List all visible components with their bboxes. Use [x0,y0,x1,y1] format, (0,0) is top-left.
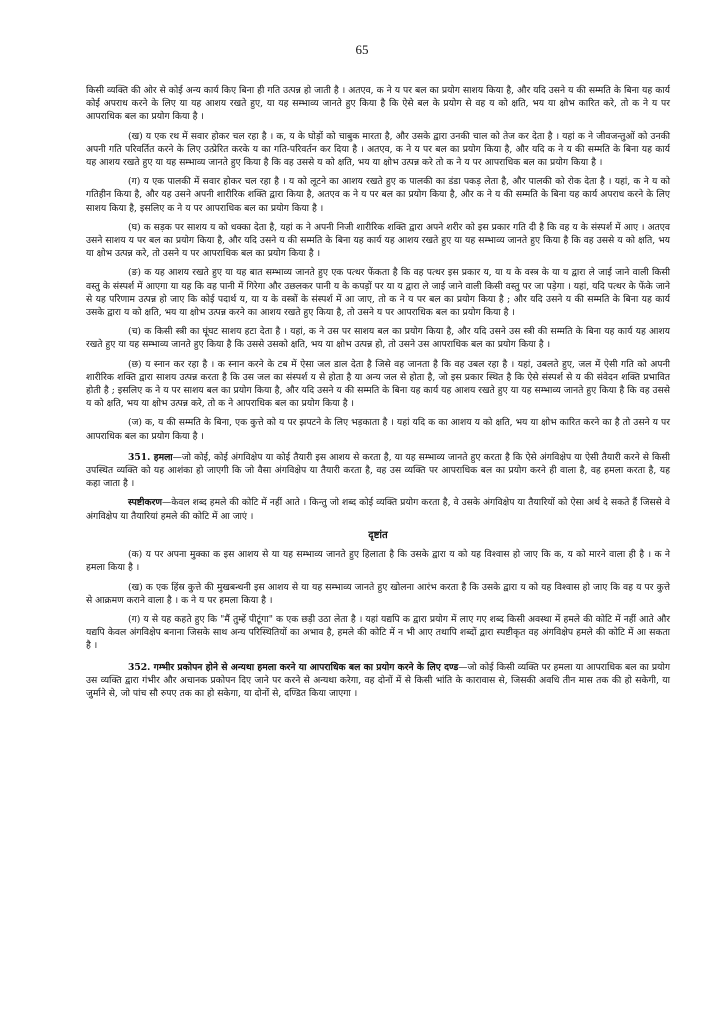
illustrations-heading: दृष्टांत [368,529,388,541]
illustration-351-ga: (ग) य से यह कहते हुए कि "मैं तुम्हें पीटूंगा" क एक छड़ी उठा लेता है । यहां यद्यपि क द्वारा प्रयोग में लाए गए शब्द किसी अवस्था में हमले की कोटि में नहीं आते और यद्यपि केवल अंगविक्षेप बनाना जिसके साथ अन्य परिस्थितियों का अभाव है, हमले की कोटि में न भी आए तथापि शब्दों द्वारा स्पष्टीकृत वह अंगविक्षेप हमले की कोटि में आ सकता है । [86,613,670,652]
section-351 [86,451,670,491]
paragraph-continued: किसी व्यक्ति की ओर से कोई अन्य कार्य किए बिना ही गति उत्पन्न हो जाती है । अतएव, क ने य पर बल का प्रयोग साशय किया है, और यदि उसने य की सम्मति के बिना यह कार्य कोई अपराध करने के लिए या यह आशय रखते हुए, या यह सम्भाव्य जानते हुए किया है कि ऐसे बल के प्रयोग से वह य को क्षति, भय या क्षोभ कारित करे, तो क ने य पर आपराधिक बल का प्रयोग किया है । [86,85,670,123]
illustration-351-ka: (क) य पर अपना मुक्का क इस आशय से या यह सम्भाव्य जानते हुए हिलाता है कि उसके द्वारा य को यह विश्वास हो जाए कि क, य को मारने वाला ही है । क ने हमला किया है । [86,549,670,574]
explanation [86,496,670,522]
illustration-kha: (ख) य एक रथ में सवार होकर चल रहा है । क, य के घोड़ों को चाबुक मारता है, और उसके द्वारा उनकी चाल को तेज कर देता है । यहां क ने जीवजन्तुओं को उनकी अपनी गति परिवर्तित करने के लिए उत्प्रेरित करके य का गति-परिवर्तन कर दिया है । अतएव, क ने य पर बल का प्रयोग किया है, और यदि क ने य की सम्मति के बिना यह कार्य यह आशय रखते हुए या यह सम्भाव्य जानते हुए किया है कि वह उससे य को क्षति, भय या क्षोभ उत्पन्न करे तो क ने य पर आपराधिक बल का प्रयोग किया है । [86,130,670,169]
explanation-text: —केवल शब्द हमले की कोटि में नहीं आते । किन्तु जो शब्द कोई व्यक्ति प्रयोग करता है, वे उसके अंगविक्षेप या तैयारियों को ऐसा अर्थ दे सकते हैं जिससे वे अंगविक्षेप या तैयारियां हमले की कोटि में आ जाएं । [86,497,670,522]
section-351-heading: 351. हमला [128,451,173,463]
illustration-351-kha: (ख) क एक हिंस्र कुत्ते की मुखबन्धनी इस आशय से या यह सम्भाव्य जानते हुए खोलना आरंभ करता है कि उसके द्वारा य को यह विश्वास हो जाए कि वह य पर कुत्ते से आक्रमण कराने वाला है । क ने य पर हमला किया है । [86,581,670,606]
page-number: 65 [355,42,369,57]
illustration-chha: (छ) य स्नान कर रहा है । क स्नान करने के टब में ऐसा जल डाल देता है जिसे वह जानता है कि वह उबल रहा है । यहां, उबलते हुए, जल में ऐसी गति को अपनी शारीरिक शक्ति द्वारा साशय उत्पन्न करता है कि उस जल का संस्पर्श य से होता है या अन्य जल से होता है, जो इस प्रकार स्थित है कि ऐसे संस्पर्श से य की संवेदन शक्ति प्रभावित होती है ; इसलिए क ने य पर साशय बल का प्रयोग किया है, और यदि उसने य की सम्मति के बिना यह कार्य यह आशय रखते हुए या यह सम्भाव्य जानते हुए किया है कि वह उससे य को क्षति, भय या क्षोभ उत्पन्न करे, तो क ने आपराधिक बल का प्रयोग किया है । [86,358,670,410]
section-352-text: —जो कोई किसी व्यक्ति पर हमला या आपराधिक बल का प्रयोग उस व्यक्ति द्वारा गंभीर और अचानक प्रकोपन दिए जाने पर करने से अन्यथा करेगा, वह दोनों में से किसी भांति के कारावास से, जिसकी अवधि तीन मास तक की हो सकेगी, या जुर्माने से, जो पांच सौ रुपए तक का हो सकेगा, या दोनों से, दण्डित किया जाएगा । [86,661,671,699]
illustration-nga: (ङ) क यह आशय रखते हुए या यह बात सम्भाव्य जानते हुए एक पत्थर फेंकता है कि वह पत्थर इस प्रकार य, या य के वस्त्र के या य द्वारा ले जाई जाने वाली किसी वस्तु के संस्पर्श में आएगा या यह कि वह पानी में गिरेगा और उछलकर पानी य के कपड़ों पर या य द्वारा ले जाई जाने वाली किसी वस्तु पर जा पड़ेगा । यहां, यदि पत्थर के फेंके जाने से यह परिणाम उत्पन्न हो जाए कि कोई पदार्थ य, या य के वस्त्रों के संस्पर्श में आ जाए, तो क ने य पर बल का प्रयोग किया है ; और यदि उसने य की सम्मति के बिना यह कार्य उसके द्वारा य को क्षति, भय या क्षोभ उत्पन्न करने का आशय रखते हुए किया है, तो उसने य पर आपराधिक बल का प्रयोग किया है । [86,267,670,319]
illustration-ga: (ग) य एक पालकी में सवार होकर चल रहा है । य को लूटने का आशय रखते हुए क पालकी का डंडा पकड़ लेता है, और पालकी को रोक देता है । यहां, क ने य को गतिहीन किया है, और यह उसने अपनी शारीरिक शक्ति द्वारा किया है, अतएव क ने य पर बल का प्रयोग किया है, और क ने य की सम्मति के बिना यह कार्य अपराध करने के लिए साशय किया है, इसलिए क ने य पर आपराधिक बल का प्रयोग किया है । [86,176,670,214]
explanation-heading: स्पष्टीकरण [128,497,162,509]
illustration-gha: (घ) क सड़क पर साशय य को धक्का देता है, यहां क ने अपनी निजी शारीरिक शक्ति द्वारा अपने शरीर को इस प्रकार गति दी है कि वह य के संस्पर्श में आए । अतएव उसने साशय य पर बल का प्रयोग किया है, और यदि उसने य की सम्मति के बिना यह कार्य यह आशय रखते हुए या यह सम्भाव्य जानते हुए किया है कि वह उससे य को क्षति, भय या क्षोभ उत्पन्न करे, तो उसने य पर आपराधिक बल का प्रयोग किया है । [86,221,670,260]
section-352 [86,661,670,701]
section-351-text: —जो कोई, कोई अंगविक्षेप या कोई तैयारी इस आशय से करता है, या यह सम्भाव्य जानते हुए करता है कि ऐसे अंगविक्षेप या ऐसी तैयारी करने से किसी उपस्थित व्यक्ति को यह आशंका हो जाएगी कि जो वैसा अंगविक्षेप या तैयारी करता है, वह उस व्यक्ति पर आपराधिक बल का प्रयोग करने ही वाला है, वह हमला करता है, यह कहा जाता है । [86,451,670,490]
page-body [86,84,670,706]
illustration-cha: (च) क किसी स्त्री का घूंघट साशय हटा देता है । यहां, क ने उस पर साशय बल का प्रयोग किया है, और यदि उसने उस स्त्री की सम्मति के बिना यह कार्य यह आशय रखते हुए या यह सम्भाव्य जानते हुए किया है कि उससे उसको क्षति, भय या क्षोभ उत्पन्न हो, तो उसने उस आपराधिक बल का प्रयोग किया है । [86,326,670,351]
illustration-ja: (ज) क, य की सम्मति के बिना, एक कुत्ते को य पर झपटने के लिए भड़काता है । यहां यदि क का आशय य को क्षति, भय या क्षोभ कारित करने का है तो उसने य पर आपराधिक बल का प्रयोग किया है । [86,417,670,442]
section-352-heading: 352. गम्भीर प्रकोपन होने से अन्यथा हमला करने या आपराधिक बल का प्रयोग करने के लिए दण्ड [128,661,459,673]
